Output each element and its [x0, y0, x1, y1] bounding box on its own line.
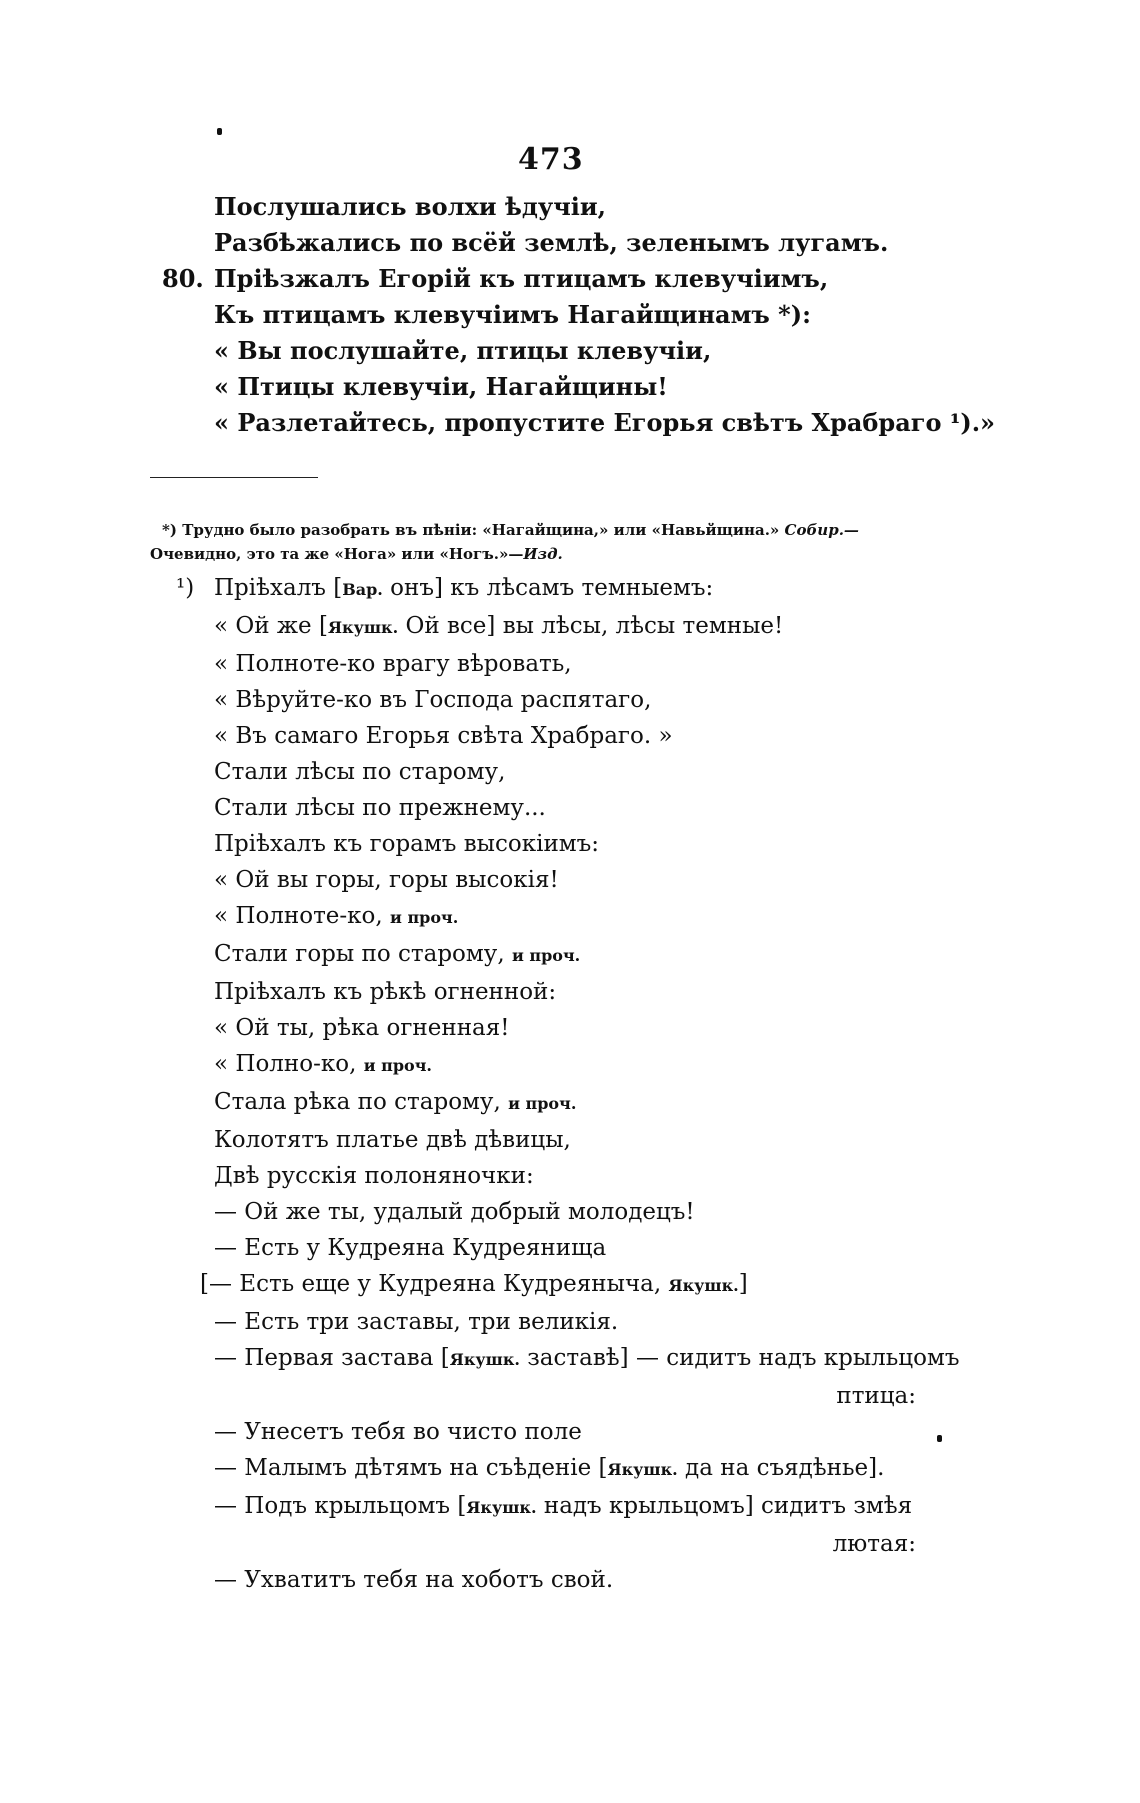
footnote-line: [176, 1450, 959, 1488]
footnote-line: « Полноте-ко врагу вѣровать,: [214, 651, 572, 677]
footnote-text: — Малымъ дѣтямъ на съѣденіе [: [214, 1455, 608, 1481]
verse-number: 80.: [162, 264, 204, 293]
footnote-star-line: [150, 542, 970, 566]
etc-label: и проч.: [508, 1094, 577, 1113]
source-label: Якушк.: [668, 1276, 739, 1295]
footnote-line: « Въ самаго Егорья свѣта Храбраго. »: [214, 723, 673, 749]
footnote-line: Пріѣхалъ къ рѣкѣ огненной:: [214, 979, 557, 1005]
footnote-line: [176, 1340, 959, 1378]
footnote-star: [150, 518, 970, 566]
footnote-text: да на съядѣнье].: [677, 1455, 885, 1481]
footnote-line: — Унесетъ тебя во чисто поле: [214, 1419, 582, 1445]
footnote-line: « Ой ты, рѣка огненная!: [214, 1015, 510, 1041]
footnote-text: онъ] къ лѣсамъ темныемъ:: [382, 575, 714, 601]
footnote-text: « Полно-ко,: [214, 1051, 364, 1077]
source-label: Якушк.: [607, 1460, 678, 1479]
verse-block: [162, 189, 995, 441]
footnote-line: [176, 898, 959, 936]
footnote-star-text: Трудно было разобрать въ пѣніи: «Нагайщина,» или «Навьйщина.»: [182, 521, 780, 539]
verse-line: Къ птицамъ клевучіимъ Нагайщинамъ *):: [214, 300, 811, 329]
footnote-line: Двѣ русскія полоняночки:: [214, 1163, 534, 1189]
footnote-line: [176, 1266, 959, 1304]
footnote-line: Стали лѣсы по прежнему...: [214, 795, 546, 821]
footnote-text: Стали горы по старому,: [214, 941, 512, 967]
footnote-line: [176, 1084, 959, 1122]
footnote-line: [176, 1046, 959, 1084]
source-label: Якушк.: [466, 1498, 537, 1517]
footnote-text: « Полноте-ко,: [214, 903, 391, 929]
footnote-one-mark: ¹): [176, 575, 195, 601]
variant-label: Вар.: [342, 580, 383, 599]
etc-label: и проч.: [363, 1056, 432, 1075]
verse-line: Разбѣжались по всёй землѣ, зеленымъ лугамъ.: [214, 228, 889, 257]
etc-label: и проч.: [390, 908, 459, 927]
footnote-text: « Ой же [: [214, 613, 328, 639]
verse-line: « Вы послушайте, птицы клевучіи,: [214, 336, 712, 365]
footnote-line: — Ухватитъ тебя на хоботъ свой.: [214, 1567, 614, 1593]
footnote-line: Пріѣхалъ къ горамъ высокіимъ:: [214, 831, 600, 857]
footnote-line: [176, 570, 959, 608]
footnote-star-collector: Собир.—: [784, 521, 859, 539]
footnote-separator-rule: [150, 477, 318, 478]
source-label: Якушк.: [449, 1350, 520, 1369]
footnote-text: ]: [738, 1271, 748, 1297]
footnote-star-mark: *): [162, 521, 177, 539]
footnote-line: Стали лѣсы по старому,: [214, 759, 506, 785]
footnote-text: Пріѣхалъ [: [214, 575, 343, 601]
footnote-text: надъ крыльцомъ] сидитъ змѣя: [536, 1493, 913, 1519]
footnote-star-text: Очевидно, это та же «Нога» или «Ногъ.»—: [150, 545, 524, 563]
footnote-line: « Вѣруйте-ко въ Господа распятаго,: [214, 687, 652, 713]
footnote-line: — Есть у Кудреяна Кудреянища: [214, 1235, 607, 1261]
etc-label: и проч.: [511, 946, 581, 965]
footnote-line-continuation: лютая:: [832, 1531, 916, 1557]
footnote-star-line: [150, 518, 970, 542]
footnote-line: [176, 936, 959, 974]
ink-speck: [217, 128, 222, 135]
verse-line: Послушались волхи ѣдучіи,: [214, 192, 607, 221]
verse-line: « Птицы клевучіи, Нагайщины!: [214, 372, 668, 401]
verse-line: « Разлетайтесь, пропустите Егорья свѣтъ Храбраго ¹).»: [214, 408, 996, 437]
footnote-line: « Ой вы горы, горы высокія!: [214, 867, 559, 893]
footnote-star-editor: Изд.: [523, 545, 563, 563]
footnote-text: — Подъ крыльцомъ [: [214, 1493, 467, 1519]
verse-line-text: Пріѣзжалъ Егорій къ птицамъ клевучіимъ,: [214, 264, 829, 293]
footnote-line: — Ой же ты, удалый добрый молодецъ!: [214, 1199, 695, 1225]
footnote-text: — Первая застава [: [214, 1345, 450, 1371]
footnote-text: заставѣ] — сидитъ надъ крыльцомъ: [519, 1345, 960, 1371]
footnote-text: [— Есть еще у Кудреяна Кудреяныча,: [200, 1271, 669, 1297]
verse-line-numbered: [162, 261, 995, 297]
footnote-one: [176, 570, 959, 1598]
source-label: Якушк.: [327, 618, 399, 637]
footnote-line: [176, 1488, 959, 1526]
footnote-line: — Есть три заставы, три великія.: [214, 1309, 619, 1335]
footnote-line: Колотятъ платье двѣ дѣвицы,: [214, 1127, 571, 1153]
footnote-text: Стала рѣка по старому,: [214, 1089, 509, 1115]
footnote-line: [176, 608, 959, 646]
page-number: 473: [518, 142, 584, 177]
footnote-line-continuation: птица:: [836, 1383, 916, 1409]
footnote-text: Ой все] вы лѣсы, лѣсы темные!: [398, 613, 784, 639]
